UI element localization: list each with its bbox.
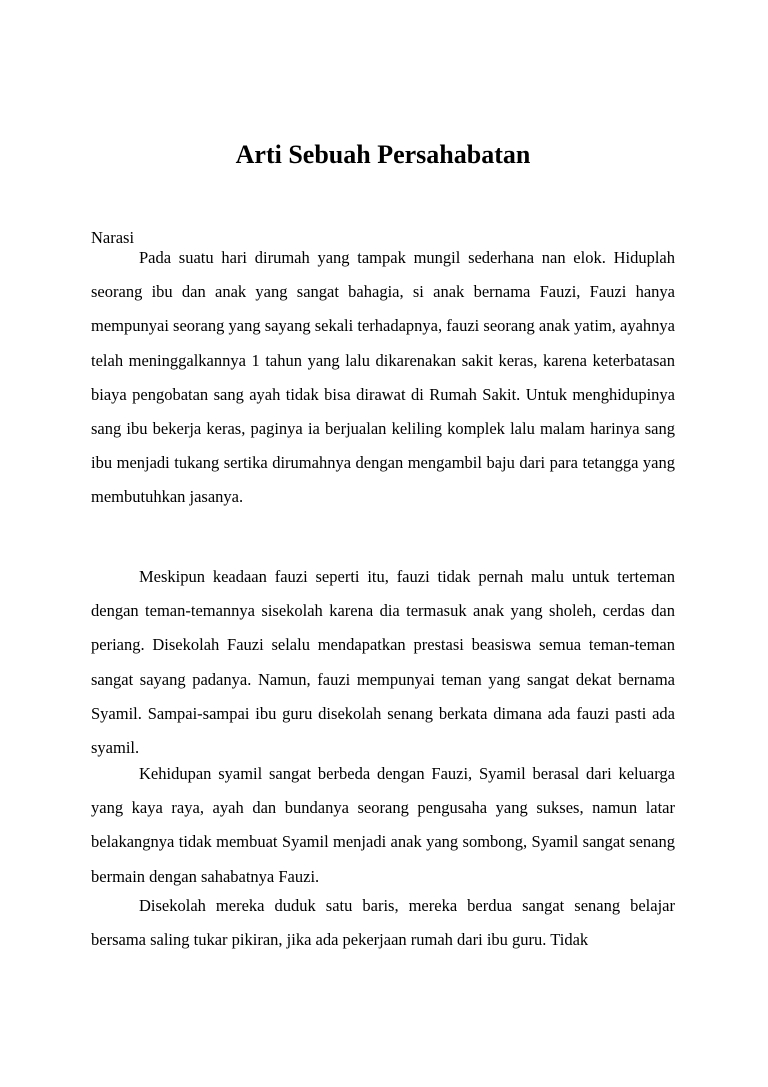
section-label: Narasi [91, 228, 135, 247]
paragraph: Disekolah mereka duduk satu baris, mereka berdua sangat senang belajar bersama saling tukar pikiran, jika ada pekerjaan rumah dari ibu guru. Tidak [91, 896, 675, 950]
paragraph: Pada suatu hari dirumah yang tampak mungil sederhana nan elok. Hiduplah seorang ibu dan anak yang sangat bahagia, si anak bernama Fauzi, Fauzi hanya mempunyai seorang yang sayang sekali terhadapnya, fauzi seorang anak yatim, ayahnya telah meninggalkannya 1 tahun yang lalu dikarenakan sakit keras, karena keterbatasan biaya pengobatan sang ayah tidak bisa dirawat di Rumah Sakit. Untuk menghidupinya sang ibu bekerja keras, paginya ia berjualan keliling komplek lalu malam harinya sang ibu menjadi tukang sertika dirumahnya dengan mengambil baju dari para tetangga yang membutuhkan jasanya. [91, 248, 675, 507]
paragraph: Kehidupan syamil sangat berbeda dengan Fauzi, Syamil berasal dari keluarga yang kaya raya, ayah dan bundanya seorang pengusaha yang sukses, namun latar belakangnya tidak membuat Syamil menjadi anak yang sombong, Syamil sangat senang bermain dengan sahabatnya Fauzi. [91, 764, 675, 886]
document-title: Arti Sebuah Persahabatan [235, 140, 531, 169]
document-page [91, 0, 675, 1087]
paragraph: Meskipun keadaan fauzi seperti itu, fauzi tidak pernah malu untuk terteman dengan teman-temannya sisekolah karena dia termasuk anak yang sholeh, cerdas dan periang. Disekolah Fauzi selalu mendapatkan prestasi beasiswa semua teman-teman sangat sayang padanya. Namun, fauzi mempunyai teman yang sangat dekat bernama Syamil. Sampai-sampai ibu guru disekolah senang berkata dimana ada fauzi pasti ada syamil. [91, 567, 675, 758]
